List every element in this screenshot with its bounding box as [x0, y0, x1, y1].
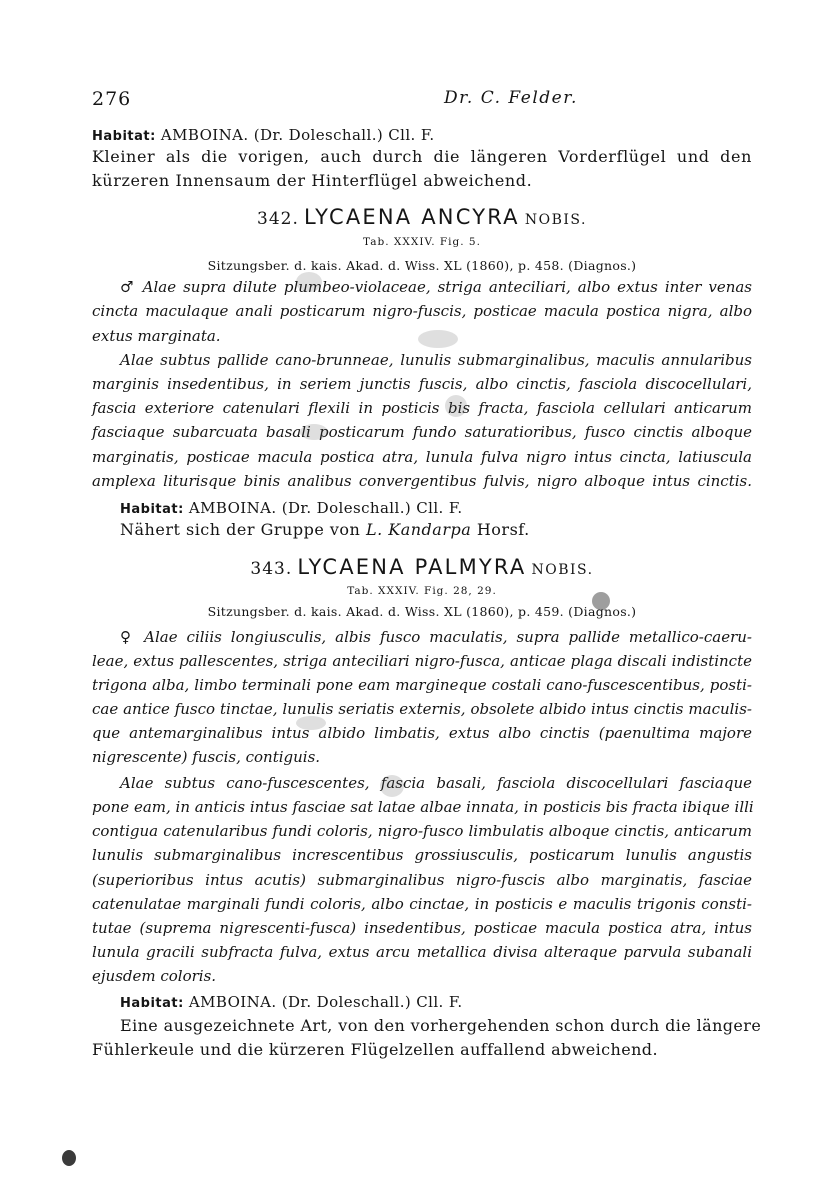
description-line: fasciaque subarcuata basali posticarum fundo saturatioribus, fusco cinctis alboque: [92, 423, 752, 441]
scan-stain: [296, 716, 326, 730]
description-line: Alae subtus pallide cano-brunneae, lunulis submarginalibus, maculis annularibus: [120, 351, 752, 369]
description-line: lunula gracili subfracta fulva, extus arcu metallica divisa alteraque parvula subanali: [92, 943, 752, 961]
description-line: leae, extus pallescentes, striga anteciliari nigro-fusca, anticae plaga discali indistincte: [92, 652, 752, 670]
description-line: que antemarginalibus intus albido limbatis, extus albo cinctis (paenultima majore: [92, 724, 752, 742]
description-line: contigua catenularibus fundi coloris, nigro-fusco limbulatis alboque cinctis, anticarum: [92, 822, 752, 840]
scan-stain: [380, 775, 404, 797]
habitat-label: Habitat:: [120, 996, 184, 1011]
scan-stain: [296, 272, 322, 292]
literature-reference: Sitzungsber. d. kais. Akad. d. Wiss. XL (1860), p. 458. (Diagnos.): [207, 258, 637, 273]
running-head: Dr. C. Felder.: [444, 88, 578, 108]
species-name: LYCAENA PALMYRA: [297, 555, 527, 579]
note-line: Fühlerkeule und die kürzeren Flügelzellen auffallend abweichend.: [92, 1040, 658, 1059]
species-number: 342.: [257, 209, 299, 229]
plate-reference: Tab. XXXIV. Fig. 5.: [363, 236, 481, 248]
species-title: [92, 555, 752, 579]
description-line: extus marginata.: [92, 327, 221, 345]
description-line: fascia exteriore catenulari flexili in posticis bis fracta, fasciola cellulari anticarum: [92, 399, 752, 417]
description-line: cincta maculaque anali posticarum nigro-fuscis, posticae macula postica nigra, albo: [92, 302, 752, 320]
note-author: Horsf.: [471, 520, 530, 539]
note-line: kürzeren Innensaum der Hinterflügel abweichend.: [92, 171, 533, 190]
description-line: ♂ Alae supra dilute plumbeo-violaceae, striga anteciliari, albo extus inter venas: [120, 278, 752, 296]
plate-reference: Tab. XXXIV. Fig. 28, 29.: [347, 585, 497, 597]
description-line: lunulis submarginalibus increscentibus grossiusculis, posticarum lunulis angustis: [92, 846, 752, 864]
scan-stain: [445, 395, 467, 417]
description-line: tutae (suprema nigrescenti-fusca) insedentibus, posticae macula postica atra, intus: [92, 919, 752, 937]
habitat-text: AMBOINA. (Dr. Doleschall.) Cll. F.: [188, 499, 463, 517]
page-number: 276: [92, 88, 132, 110]
description-line: cae antice fusco tinctae, lunulis seriatis externis, obsolete albido intus cinctis maculis-: [92, 700, 752, 718]
note-line: Kleiner als die vorigen, auch durch die längeren Vorderflügel und den: [92, 147, 752, 166]
description-line: marginis insedentibus, in seriem junctis fuscis, albo cinctis, fasciola discocellulari,: [92, 375, 752, 393]
habitat-label: Habitat:: [120, 502, 184, 517]
scan-stain: [62, 1150, 76, 1166]
species-title: [92, 205, 752, 229]
habitat-line: [120, 992, 463, 1011]
species-name: LYCAENA ANCYRA: [304, 205, 520, 229]
description-line: pone eam, in anticis intus fasciae sat latae albae innata, in posticis bis fracta ibique illi: [92, 798, 754, 816]
note-text: Nähert sich der Gruppe von: [120, 520, 366, 539]
habitat-text: AMBOINA. (Dr. Doleschall.) Cll. F.: [160, 126, 435, 144]
note-line: Eine ausgezeichnete Art, von den vorhergehenden schon durch die längere: [120, 1016, 762, 1035]
page-header: [92, 88, 742, 114]
note-taxon: L. Kandarpa: [365, 520, 472, 539]
description-line: amplexa liturisque binis analibus convergentibus fulvis, nigro alboque intus cinctis.: [92, 472, 752, 490]
description-line: marginatis, posticae macula postica atra, lunula fulva nigro intus cincta, latiuscula: [92, 448, 752, 466]
description-line: catenulatae marginali fundi coloris, albo cinctae, in posticis e maculis trigonis consti-: [92, 895, 752, 913]
species-authority: NOBIS.: [531, 562, 594, 578]
scan-stain: [418, 330, 458, 348]
description-line: ejusdem coloris.: [92, 967, 217, 985]
description-line: nigrescente) fuscis, contiguis.: [92, 748, 321, 766]
habitat-line: [120, 498, 463, 517]
habitat-label: Habitat:: [92, 129, 156, 144]
species-number: 343.: [250, 559, 293, 579]
description-line: ♀ Alae ciliis longiusculis, albis fusco maculatis, supra pallide metallico-caeru-: [120, 628, 752, 646]
note-line: [120, 520, 530, 539]
scan-stain: [592, 592, 610, 610]
species-authority: NOBIS.: [524, 212, 587, 228]
habitat-line: [92, 125, 435, 144]
scan-stain: [300, 424, 328, 440]
description-line: (superioribus intus acutis) submarginalibus nigro-fuscis albo marginatis, fasciae: [92, 871, 752, 889]
literature-reference: Sitzungsber. d. kais. Akad. d. Wiss. XL (1860), p. 459. (Diagnos.): [207, 604, 637, 619]
description-line: trigona alba, limbo terminali pone eam margineque costali cano-fuscescentibus, posti-: [92, 676, 752, 694]
description-line: Alae subtus cano-fuscescentes, fascia basali, fasciola discocellulari fasciaque: [120, 774, 752, 792]
habitat-text: AMBOINA. (Dr. Doleschall.) Cll. F.: [188, 993, 463, 1011]
